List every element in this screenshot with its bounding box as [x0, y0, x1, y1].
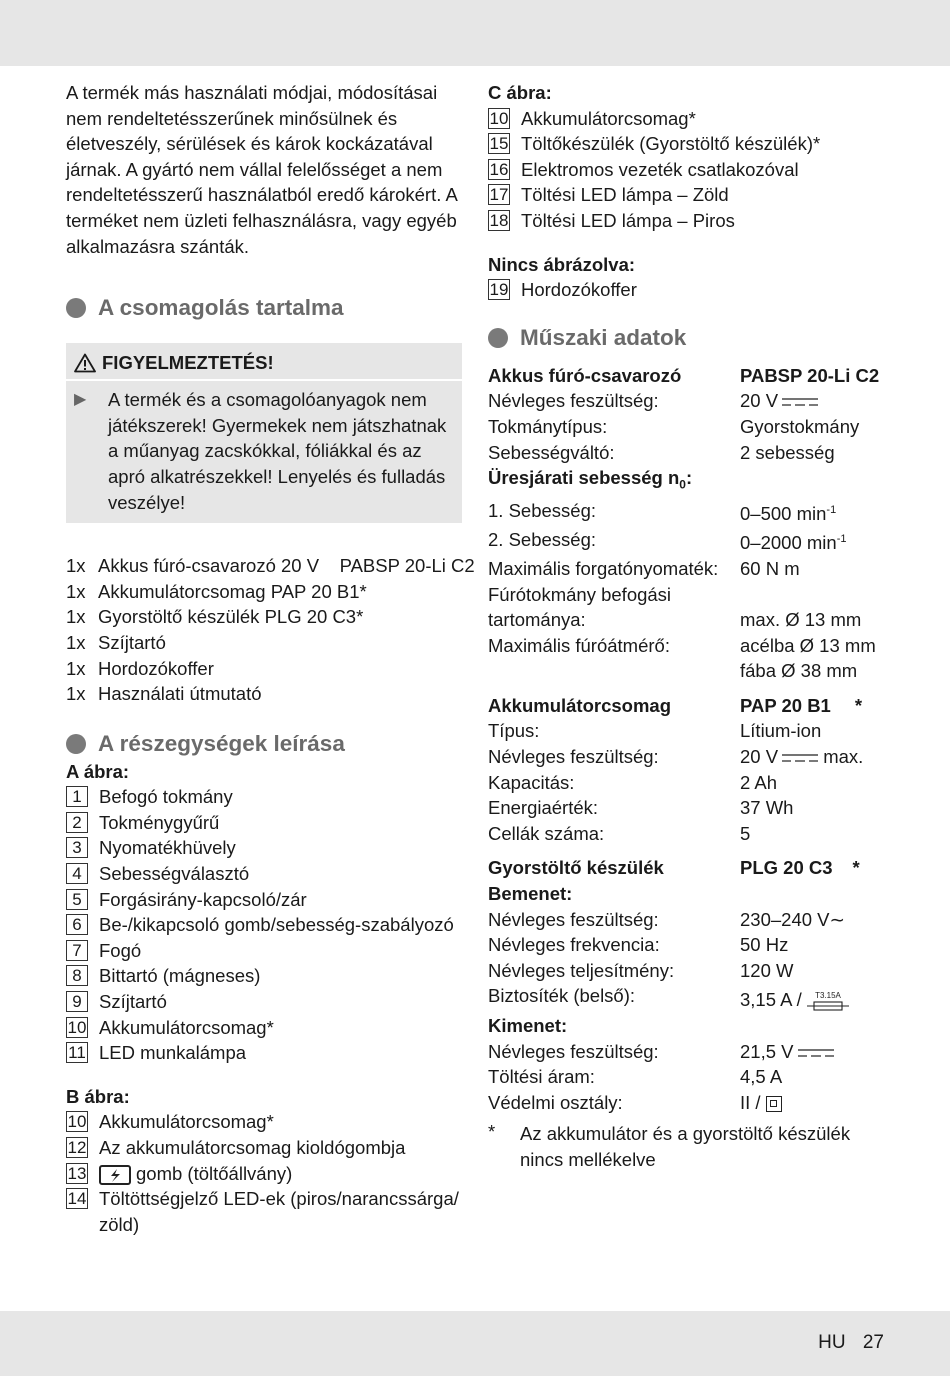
- part-label: Akkumulátorcsomag*: [521, 107, 696, 129]
- figure-b-list: [66, 1109, 462, 1237]
- spec-row: Névleges feszültség: 20 V max.: [488, 746, 864, 768]
- spec-row: Védelmi osztály: II /: [488, 1090, 888, 1116]
- part-number-box: 17: [489, 185, 509, 205]
- spec-row: tartománya: max. Ø 13 mm: [488, 609, 862, 631]
- output-label-row: Kimenet:: [488, 1015, 568, 1036]
- part-number-box: 14: [67, 1189, 87, 1209]
- part-label: Töltőkészülék (Gyorstöltő készülék)*: [521, 133, 821, 155]
- spec-row: 2. Sebesség: 0–2000 $\min^{-1}$: [488, 529, 847, 554]
- list-item: [66, 1186, 462, 1237]
- part-number-box: 2: [66, 812, 88, 833]
- part-number-box: 10: [67, 1017, 87, 1037]
- list-item: [66, 604, 462, 630]
- spec-row: Névleges teljesítmény: 120 W: [488, 959, 794, 981]
- item-label: Hordozókoffer: [98, 657, 214, 679]
- part-number-box: 6: [66, 914, 88, 935]
- part-number-box: 16: [489, 159, 509, 179]
- list-item: [488, 208, 888, 234]
- dc-symbol-icon: [782, 397, 818, 407]
- item-quantity: 1x: [66, 683, 86, 705]
- part-number-box: 15: [489, 134, 509, 154]
- item-label: Akkus fúró-csavarozó 20 V PABSP 20-Li C2: [98, 555, 475, 577]
- part-label: Befogó tokmány: [99, 786, 233, 808]
- spec-row: Névleges feszültség: 230–240 V∼: [488, 908, 846, 930]
- part-label: LED munkalámpa: [99, 1042, 247, 1064]
- part-number-box: 3: [66, 837, 88, 858]
- item-quantity: 1x: [66, 631, 86, 653]
- part-label: Be-/kikapcsoló gomb/sebesség-szabályozó: [99, 914, 454, 936]
- spec-row: Töltési áram: 4,5 A: [488, 1066, 783, 1088]
- spec-row: Maximális forgatónyomaték: 60 N m: [488, 557, 800, 579]
- warning-triangle-icon: [74, 353, 96, 373]
- spec-row: Kapacitás: 2 Ah: [488, 771, 778, 793]
- part-label: Az akkumulátorcsomag kioldógombja: [99, 1137, 406, 1158]
- dc-symbol-icon: [782, 753, 818, 763]
- spec-row: Cellák száma: 5: [488, 822, 751, 844]
- spec-row: 1. Sebesség: 0–500 $\min^{-1}$: [488, 500, 837, 525]
- list-item: [66, 553, 475, 579]
- list-item: [66, 861, 462, 887]
- list-item: [66, 912, 462, 938]
- list-item: [66, 963, 462, 989]
- figure-b-label: B ábra:: [66, 1085, 130, 1107]
- protection-class-ii-icon: [766, 1096, 782, 1112]
- section-tech-heading: Műszaki adatok: [488, 323, 888, 353]
- part-number-box: 12: [67, 1138, 87, 1157]
- not-shown-label: Nincs ábrázolva:: [488, 253, 636, 275]
- warning-header: FIGYELMEZTETÉS!: [66, 347, 462, 381]
- list-item: [66, 1109, 462, 1135]
- item-label: Szíjtartó: [98, 631, 166, 653]
- list-item: [488, 277, 888, 303]
- header-band: [0, 0, 950, 66]
- battery-spec-table: [488, 693, 888, 847]
- item-quantity: 1x: [66, 606, 86, 628]
- part-number-box: 10: [67, 1112, 87, 1132]
- list-item: [66, 835, 462, 861]
- figure-c-label: C ábra:: [488, 82, 552, 103]
- part-number-box: 18: [489, 210, 509, 230]
- page-footer: [806, 1332, 884, 1354]
- part-label: Nyomatékhüvely: [99, 837, 236, 859]
- part-number-box: 13: [67, 1163, 87, 1183]
- spec-row: Tokmánytípus: Gyorstokmány: [488, 415, 860, 437]
- list-item: [66, 989, 462, 1015]
- bullet-dot-icon: [66, 734, 86, 754]
- list-item: [66, 810, 462, 836]
- spec-row: Energiaérték: 37 Wh: [488, 797, 794, 819]
- list-item: [488, 182, 888, 208]
- left-column: [66, 80, 475, 1237]
- spec-row: Típus: Lítium-ion: [488, 720, 822, 742]
- part-label: Töltöttségjelző LED-ek (piros/narancssárga/ zöld): [99, 1188, 459, 1235]
- part-number-box: 11: [66, 1042, 88, 1063]
- arrow-right-icon: ▶: [74, 391, 87, 409]
- list-item: [488, 131, 888, 157]
- fuse-rating-label: T3.15A: [814, 990, 841, 1000]
- not-shown-list: [488, 277, 888, 303]
- list-item: [66, 1015, 462, 1041]
- spec-row: Névleges frekvencia: 50 Hz: [488, 934, 789, 956]
- drill-spec-table: [488, 363, 888, 684]
- drill-header-row: Akkus fúró-csavarozó PABSP 20-Li C2: [488, 364, 880, 386]
- part-label: Elektromos vezeték csatlakozóval: [521, 158, 799, 180]
- item-quantity: 1x: [66, 555, 86, 577]
- input-label-row: Bemenet:: [488, 883, 573, 905]
- fuse-symbol-icon: [807, 991, 849, 1013]
- list-item: [66, 1040, 462, 1066]
- part-label: Hordozókoffer: [521, 279, 637, 301]
- part-number-box: 9: [66, 991, 88, 1012]
- part-number-box: 19: [489, 280, 509, 300]
- figure-a-label: A ábra:: [66, 760, 130, 782]
- item-quantity: 1x: [66, 657, 86, 679]
- list-item: [66, 887, 462, 913]
- bullet-dot-icon: [488, 328, 508, 348]
- part-label: Bittartó (mágneses): [99, 965, 261, 987]
- item-quantity: 1x: [66, 580, 86, 602]
- part-label: Forgásirány-kapcsoló/zár: [99, 888, 307, 910]
- dc-symbol-icon: [798, 1048, 834, 1058]
- fuse-row: Biztosíték (belső): 3,15 A / T3.15A: [488, 983, 888, 1013]
- battery-header-row: Akkumulátorcsomag PAP 20 B1 *: [488, 694, 863, 716]
- part-number-box: 8: [66, 965, 88, 986]
- part-label: Töltési LED lámpa – Piros: [521, 209, 735, 231]
- warning-box: [66, 343, 462, 523]
- list-item: [66, 681, 462, 707]
- charger-spec-table: [488, 855, 888, 1115]
- part-label: Tokménygyűrű: [99, 811, 220, 833]
- part-number-box: 4: [66, 863, 88, 884]
- language-code: HU: [818, 1332, 846, 1353]
- bullet-dot-icon: [66, 298, 86, 318]
- figure-a-list: [66, 784, 462, 1066]
- list-item: [66, 630, 462, 656]
- package-contents-list: [66, 553, 475, 707]
- spec-row: Fúrótokmány befogási: [488, 583, 672, 605]
- item-label: Használati útmutató: [98, 683, 262, 705]
- spec-row: Névleges feszültség: 21,5 V: [488, 1039, 888, 1065]
- right-column: [488, 80, 888, 1173]
- part-label: Sebességválasztó: [99, 863, 250, 885]
- list-item: [66, 938, 462, 964]
- spec-row: Maximális fúróátmérő: acélba Ø 13 mm: [488, 634, 876, 656]
- spec-row: Névleges feszültség: 20 V: [488, 388, 888, 414]
- part-number-box: 7: [66, 940, 88, 961]
- part-label: Akkumulátorcsomag*: [99, 1111, 274, 1133]
- part-number-box: 5: [66, 889, 88, 910]
- part-label: Szíjtartó: [99, 991, 167, 1013]
- idle-speed-row: Üresjárati sebesség $n_0$:: [488, 467, 693, 492]
- charger-header-row: Gyorstöltő készülék PLG 20 C3 *: [488, 857, 860, 879]
- intro-paragraph: A termék más használati módjai, módosításai nem rendeltetésszerűnek minősülnek és életveszély, sérülések és károk kockázatával járnak. A gyártó nem vállal felelősséget a nem rendeltetésszerű használatból eredő károkért. A terméket nem üzleti felhasználásra, vagy egyéb alkalmazásra szánták.: [66, 82, 457, 257]
- page-number: 27: [862, 1332, 884, 1353]
- list-item: [488, 106, 888, 132]
- list-item: [66, 1135, 462, 1161]
- item-label: Gyorstöltő készülék PLG 20 C3*: [98, 606, 364, 628]
- section-parts-heading: A részegységek leírása: [66, 729, 462, 759]
- part-label: Fogó: [99, 939, 142, 961]
- list-item: [488, 157, 888, 183]
- part-label: Töltési LED lámpa – Zöld: [521, 184, 729, 206]
- list-item: [66, 656, 462, 682]
- spec-row: fába Ø 38 mm: [740, 660, 858, 682]
- warning-text: A termék és a csomagolóanyagok nem játékszerek! Gyermekek nem játszhatnak a műanyag zacskókkal, fóliákkal és az apró alkatrészekkel! Lenyelés és fulladás veszélye!: [108, 389, 447, 513]
- section-package-heading: A csomagolás tartalma: [66, 293, 462, 323]
- charge-button-icon: [99, 1165, 131, 1185]
- figure-c-list: [488, 106, 888, 234]
- list-item: [66, 1161, 462, 1187]
- list-item: [66, 784, 462, 810]
- part-number-box: 1: [66, 786, 88, 807]
- part-number-box: 10: [489, 108, 509, 128]
- part-label: Akkumulátorcsomag*: [99, 1016, 274, 1038]
- list-item: [66, 579, 462, 605]
- part-label: gomb (töltőállvány): [136, 1162, 293, 1184]
- footnote: * Az akkumulátor és a gyorstöltő készülék nincs mellékelve: [488, 1121, 851, 1170]
- spec-row: Sebességváltó: 2 sebesség: [488, 441, 835, 463]
- item-label: Akkumulátorcsomag PAP 20 B1*: [98, 580, 367, 602]
